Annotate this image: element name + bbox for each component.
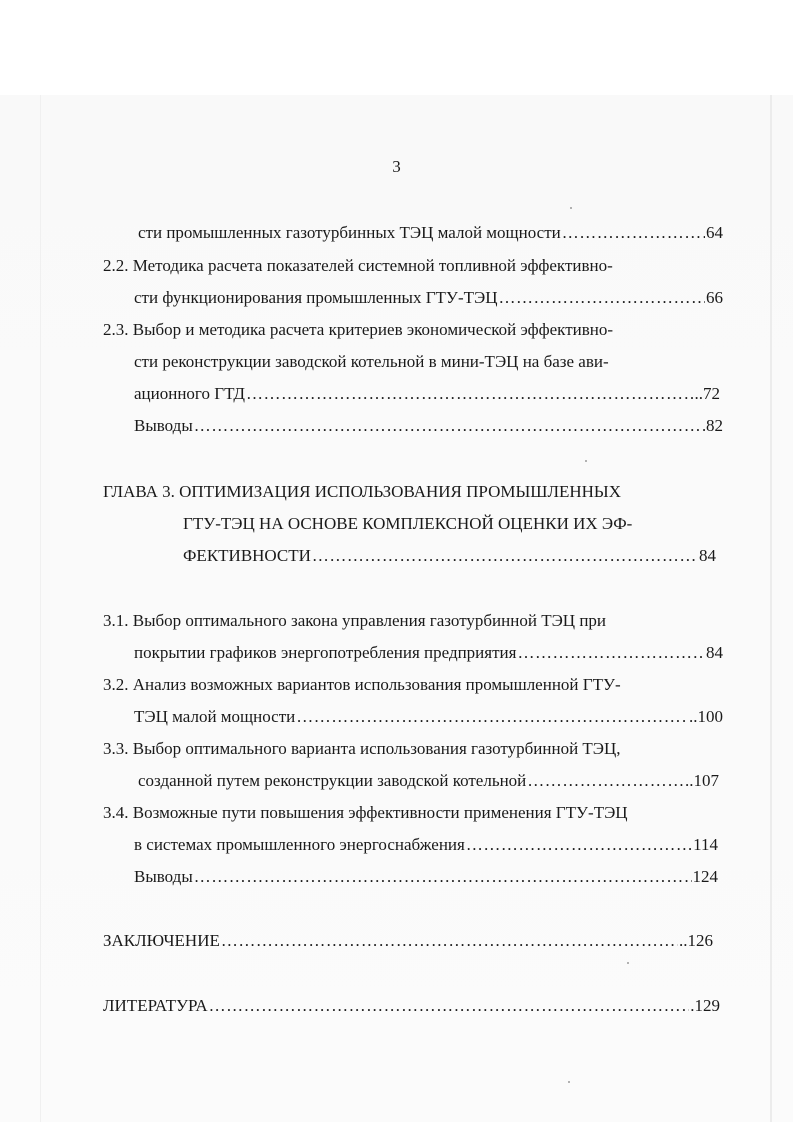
leader-dots: [246, 383, 694, 405]
toc-page-number: ..107: [685, 771, 719, 790]
toc-page-number: 84: [706, 643, 723, 662]
toc-entry-2-3-line2: сти реконструкции заводской котельной в мини-ТЭЦ на базе ави-: [134, 352, 609, 371]
leader-dots: [466, 834, 692, 856]
scan-speck: [627, 962, 629, 964]
toc-entry-3-3-line1: 3.3. Выбор оптимального варианта использования газотурбинной ТЭЦ,: [103, 739, 621, 758]
leader-dots: [562, 222, 705, 244]
toc-page-number: 66: [706, 288, 723, 307]
toc-page-number: 84: [699, 546, 716, 565]
toc-entry-literature: ЛИТЕРАТУРА ………………………………………………………………………………………………………………………………………………………… .129: [103, 995, 720, 1017]
leader-dots: [499, 287, 705, 309]
toc-chapter3-line3: ФЕКТИВНОСТИ ………………………………………………………………………………………………………………………………………………………… 84: [183, 545, 716, 567]
leader-dots: [221, 930, 678, 952]
scan-speck: [570, 207, 572, 209]
toc-page-number: 64: [706, 223, 723, 242]
leader-dots: [209, 995, 690, 1017]
leader-dots: [296, 706, 688, 728]
leader-dots: [194, 415, 705, 437]
leader-dots: [527, 770, 684, 792]
toc-entry-2-2-line1: 2.2. Методика расчета показателей системной топливной эффективно-: [103, 256, 613, 275]
toc-page-number: 114: [693, 835, 718, 854]
toc-page-number: 124: [692, 867, 718, 886]
page-edge-left: [40, 95, 41, 1122]
scan-speck: [568, 1081, 570, 1083]
toc-entry-3-2-line1: 3.2. Анализ возможных вариантов использования промышленной ГТУ-: [103, 675, 621, 694]
toc-entry-2-2-line2: сти функционирования промышленных ГТУ-ТЭЦ ………………………………………………………………………………………………………………………………………………………… 66: [134, 287, 723, 309]
leader-dots: [194, 866, 692, 888]
toc-page-number: ..72: [694, 384, 720, 403]
toc-entry-3-4-line2: в системах промышленного энергоснабжения ………………………………………………………………………………………………………………………………………………………… 114: [134, 834, 718, 856]
leader-dots: [312, 545, 698, 567]
scan-speck: [585, 460, 587, 462]
toc-entry-3-4-line1: 3.4. Возможные пути повышения эффективности применения ГТУ-ТЭЦ: [103, 803, 628, 822]
leader-dots: [517, 642, 705, 664]
toc-chapter3-line1: ГЛАВА 3. ОПТИМИЗАЦИЯ ИСПОЛЬЗОВАНИЯ ПРОМЫШЛЕННЫХ: [103, 482, 622, 501]
toc-entry-3-1-line2: покрытии графиков энергопотребления предприятия ………………………………………………………………………………………………………………………………………………………… 84: [134, 642, 723, 664]
toc-page-number: ..126: [679, 931, 713, 950]
toc-entry-2-1-cont: сти промышленных газотурбинных ТЭЦ малой мощности ………………………………………………………………………………………………………………………………………………………… 64: [138, 222, 723, 244]
scanned-page: [0, 95, 793, 1122]
toc-entry-ch2-conclusions: Выводы ………………………………………………………………………………………………………………………………………………………… 82: [134, 415, 723, 437]
toc-page-number: 82: [706, 416, 723, 435]
toc-page-number: .129: [690, 996, 720, 1015]
page-number: 3: [392, 157, 401, 176]
toc-entry-3-3-line2: созданной путем реконструкции заводской котельной ………………………………………………………………………………………………………………………………………………………… ..107: [138, 770, 719, 792]
toc-entry-3-2-line2: ТЭЦ малой мощности ………………………………………………………………………………………………………………………………………………………… ..100: [134, 706, 723, 728]
toc-entry-2-3-line3: ационного ГТД ………………………………………………………………………………………………………………………………………………………… ..72: [134, 383, 720, 405]
toc-entry-conclusion: ЗАКЛЮЧЕНИЕ ………………………………………………………………………………………………………………………………………………………… ..126: [103, 930, 713, 952]
toc-chapter3-line2: ГТУ-ТЭЦ НА ОСНОВЕ КОМПЛЕКСНОЙ ОЦЕНКИ ИХ ЭФ-: [183, 514, 633, 533]
toc-entry-2-3-line1: 2.3. Выбор и методика расчета критериев экономической эффективно-: [103, 320, 613, 339]
toc-entry-ch3-conclusions: Выводы ………………………………………………………………………………………………………………………………………………………… 124: [134, 866, 718, 888]
toc-entry-3-1-line1: 3.1. Выбор оптимального закона управления газотурбинной ТЭЦ при: [103, 611, 607, 630]
page-edge-right: [770, 95, 772, 1122]
toc-page-number: ..100: [689, 707, 723, 726]
